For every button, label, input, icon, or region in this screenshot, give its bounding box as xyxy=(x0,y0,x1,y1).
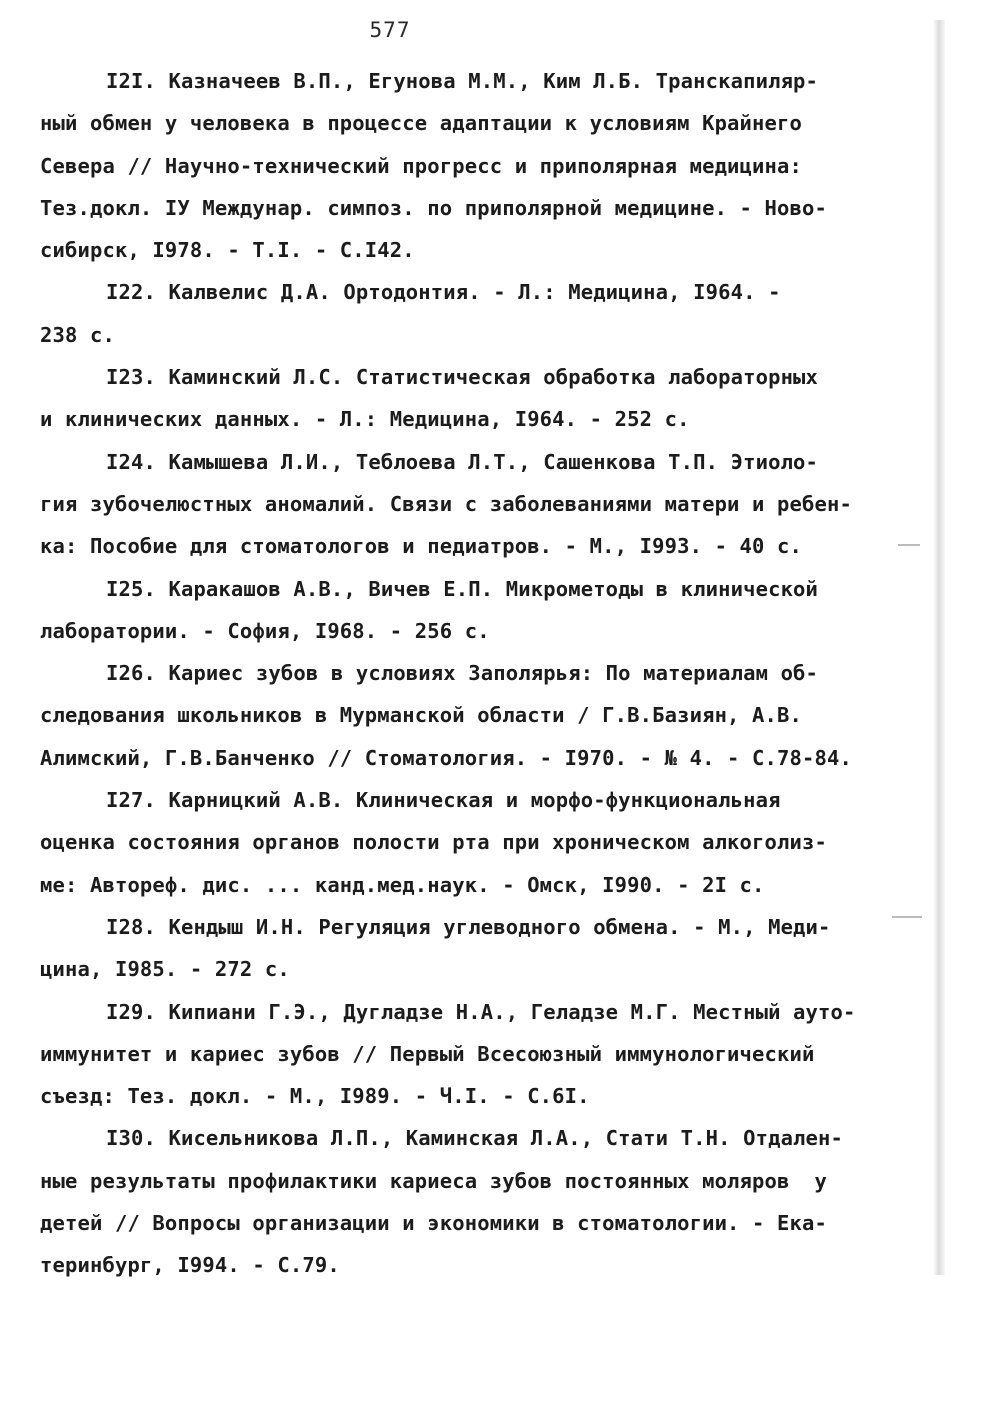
reference-entry xyxy=(40,652,880,779)
reference-list xyxy=(40,60,880,1287)
reference-entry-line: Севера // Научно-технический прогресс и приполярная медицина: xyxy=(40,153,803,178)
scan-mark xyxy=(892,916,922,918)
reference-entry-line: Тез.докл. IУ Междунар. симпоз. по приполярной медицине. - Ново- xyxy=(40,195,827,220)
reference-entry xyxy=(40,568,880,653)
reference-entry-line: лаборатории. - София, I968. - 256 с. xyxy=(40,618,490,643)
reference-entry xyxy=(40,60,880,271)
reference-entry-line: иммунитет и кариес зубов // Первый Всесоюзный иммунологический xyxy=(40,1041,815,1066)
reference-entry-first-line: I25. Каракашов А.В., Вичев Е.П. Микрометоды в клинической xyxy=(106,576,819,601)
reference-entry-first-line: I27. Карницкий А.В. Клиническая и морфо-функциональная xyxy=(106,788,781,813)
reference-entry-first-line: I23. Каминский Л.С. Статистическая обработка лабораторных xyxy=(106,365,819,390)
reference-entry-line: ка: Пособие для стоматологов и педиатров. - М., I993. - 40 с. xyxy=(40,534,803,559)
reference-entry-first-line: I24. Камышева Л.И., Теблоева Л.Т., Сашенкова Т.П. Этиоло- xyxy=(106,449,819,474)
reference-entry-first-line: I29. Кипиани Г.Э., Дугладзе Н.А., Геладзе М.Г. Местный ауто- xyxy=(106,999,856,1024)
reference-entry-line: ме: Автореф. дис. ... канд.мед.наук. - Омск, I990. - 2I с. xyxy=(40,872,765,897)
reference-entry xyxy=(40,991,880,1118)
reference-entry-first-line: I30. Кисельникова Л.П., Каминская Л.А., Стати Т.Н. Отдален- xyxy=(106,1126,844,1151)
reference-entry-line: цина, I985. - 272 с. xyxy=(40,957,290,982)
reference-entry-line: ные результаты профилактики кариеса зубов постоянных моляров у xyxy=(40,1168,827,1193)
reference-entry-first-line: I28. Кендыш И.Н. Регуляция углеводного обмена. - М., Меди- xyxy=(106,914,831,939)
scan-edge-shadow xyxy=(933,20,945,1275)
reference-entry-line: детей // Вопросы организации и экономики в стоматологии. - Ека- xyxy=(40,1211,827,1236)
reference-entry xyxy=(40,441,880,568)
reference-entry-first-line: I26. Кариес зубов в условиях Заполярья: По материалам об- xyxy=(106,661,819,686)
reference-entry-line: теринбург, I994. - С.79. xyxy=(40,1253,340,1278)
reference-entry xyxy=(40,779,880,906)
reference-entry-first-line: I22. Калвелис Д.А. Ортодонтия. - Л.: Медицина, I964. - xyxy=(106,280,781,305)
reference-entry-line: ный обмен у человека в процессе адаптации к условиям Крайнего xyxy=(40,111,803,136)
reference-entry-line: съезд: Тез. докл. - М., I989. - Ч.I. - С.6I. xyxy=(40,1084,590,1109)
reference-entry-line: следования школьников в Мурманской области / Г.В.Базиян, А.В. xyxy=(40,703,803,728)
reference-entry xyxy=(40,1117,880,1286)
scan-mark xyxy=(898,544,920,546)
reference-entry xyxy=(40,356,880,441)
page-number: 577 xyxy=(369,18,411,42)
reference-entry-first-line: I2I. Казначеев В.П., Егунова М.М., Ким Л.Б. Транскапиляр- xyxy=(106,69,819,93)
reference-entry-line: 238 с. xyxy=(40,322,115,347)
reference-entry-line: Алимский, Г.В.Банченко // Стоматология. - I970. - № 4. - С.78-84. xyxy=(40,745,852,770)
reference-entry-line: сибирск, I978. - Т.I. - С.I42. xyxy=(40,238,415,263)
reference-entry-line: оценка состояния органов полости рта при хроническом алкоголиз- xyxy=(40,830,827,855)
reference-entry-line: и клинических данных. - Л.: Медицина, I964. - 252 с. xyxy=(40,407,690,432)
reference-entry xyxy=(40,906,880,991)
reference-entry-line: гия зубочелюстных аномалий. Связи с заболеваниями матери и ребен- xyxy=(40,491,852,516)
reference-entry xyxy=(40,271,880,356)
